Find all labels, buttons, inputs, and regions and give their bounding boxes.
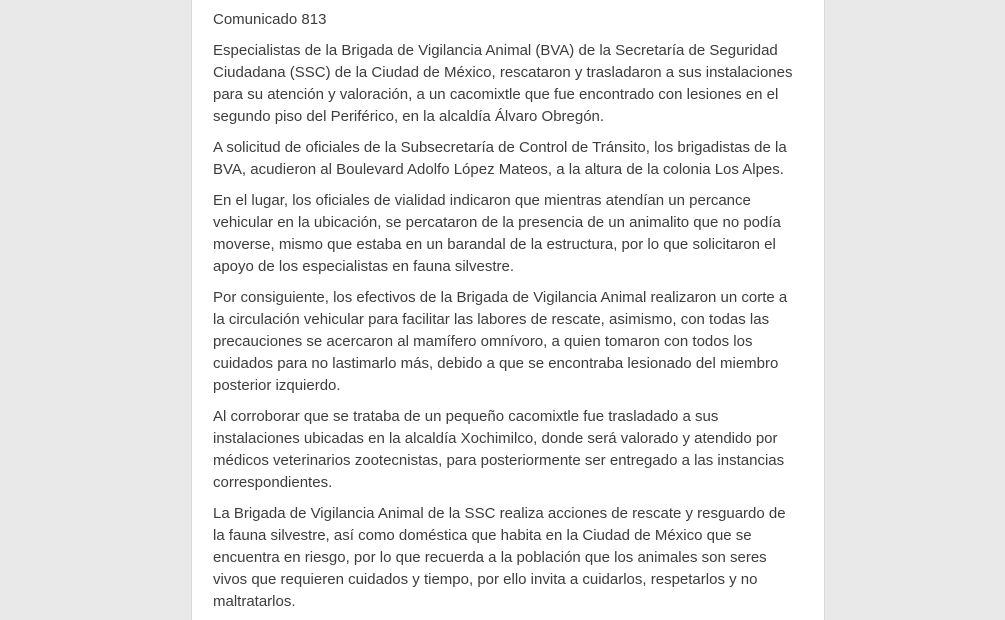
paragraph-1: Especialistas de la Brigada de Vigilancia Animal (BVA) de la Secretaría de Seguridad Ciudadana (SSC) de la Ciudad de México, rescataron y trasladaron a sus instalaciones para su atención y valoración, a un cacomixtle que fue encontrado con lesiones en el segundo piso del Periférico, en la alcaldía Álvaro Obregón. <box>213 42 793 125</box>
communique-title: Comunicado 813 <box>213 11 327 28</box>
paragraph-3: En el lugar, los oficiales de vialidad indicaron que mientras atendían un percance vehicular en la ubicación, se percataron de la presencia de un animalito que no podía moverse, mismo que estaba en un barandal de la estructura, por lo que solicitaron el apoyo de los especialistas en fauna silvestre. <box>213 192 781 275</box>
paragraph-2: A solicitud de oficiales de la Subsecretaría de Control de Tránsito, los brigadistas de la BVA, acudieron al Boulevard Adolfo López Mateos, a la altura de la colonia Los Alpes. <box>213 139 787 178</box>
paragraph-5: Al corroborar que se trataba de un pequeño cacomixtle fue trasladado a sus instalaciones ubicadas en la alcaldía Xochimilco, donde será valorado y atendido por médicos veterinarios zootecnistas, para posteriormente ser entregado a las instancias correspondientes. <box>213 408 785 491</box>
paragraph-4: Por consiguiente, los efectivos de la Brigada de Vigilancia Animal realizaron un corte a la circulación vehicular para facilitar las labores de rescate, asimismo, con todas las precauciones se acercaron al mamífero omnívoro, a quien tomaron con todos los cuidados para no lastimarlo más, debido a que se encontraba lesionado del miembro posterior izquierdo. <box>213 289 788 394</box>
communique-card <box>191 0 825 620</box>
paragraph-6: La Brigada de Vigilancia Animal de la SSC realiza acciones de rescate y resguardo de la fauna silvestre, así como doméstica que habita en la Ciudad de México que se encuentra en riesgo, por lo que recuerda a la población que los animales son seres vivos que requieren cuidados y tiempo, por ello invita a cuidarlos, respetarlos y no maltratarlos. <box>213 505 786 610</box>
